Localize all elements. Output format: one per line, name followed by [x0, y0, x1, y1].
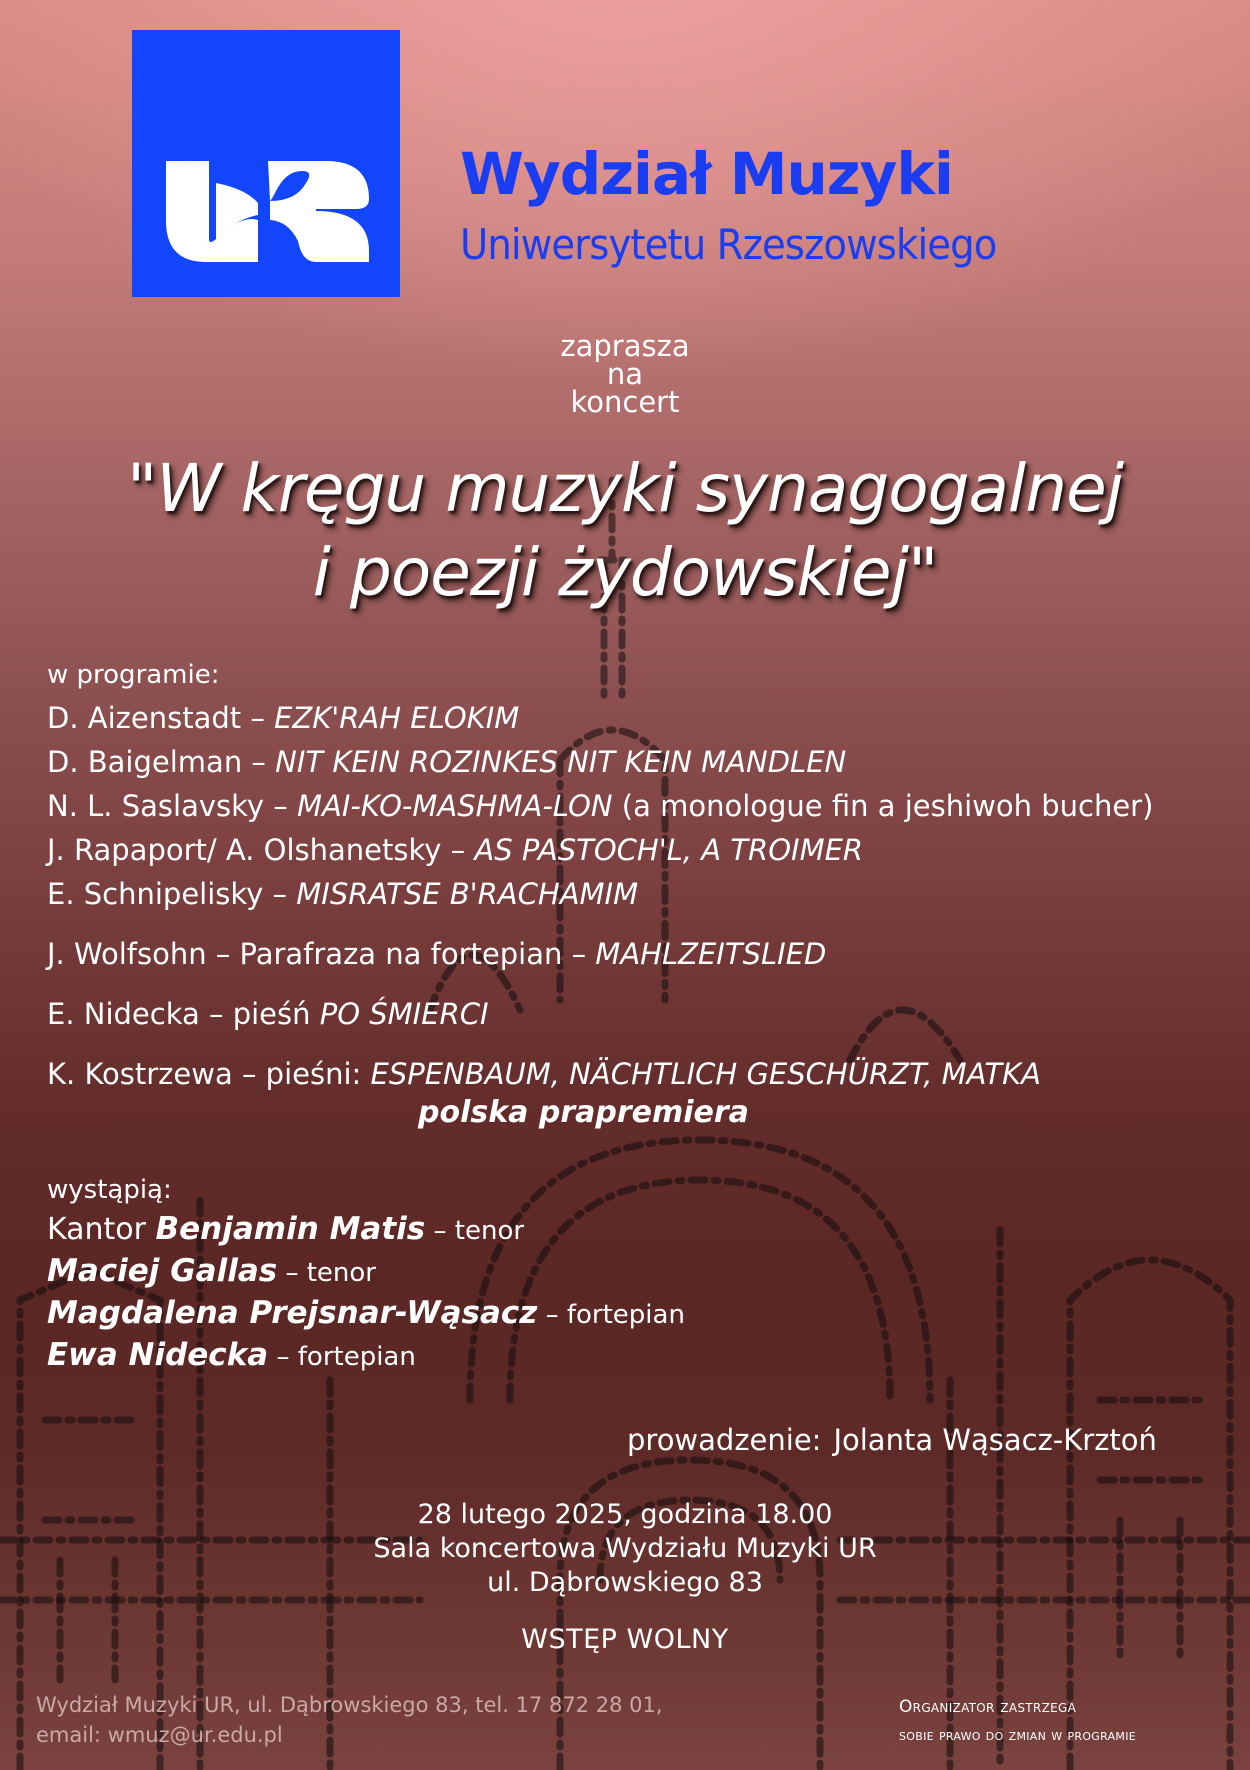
performer — [47, 1292, 685, 1334]
contact-info — [36, 1690, 663, 1750]
contact-address: Wydział Muzyki UR, ul. Dąbrowskiego 83, tel. 17 872 28 01, — [36, 1693, 663, 1717]
performers-label: wystąpią: — [47, 1175, 172, 1205]
performer — [47, 1208, 685, 1250]
host-label: prowadzenie: — [627, 1423, 822, 1457]
host-line — [627, 1423, 1157, 1457]
performer-prefix: Kantor — [47, 1212, 156, 1247]
composer: D. Aizenstadt – — [47, 701, 275, 735]
event-address: ul. Dąbrowskiego 83 — [487, 1567, 763, 1598]
program-item — [47, 784, 1153, 828]
performer-name: Ewa Nidecka — [47, 1337, 269, 1373]
program-item — [47, 696, 1153, 740]
work-title: EZK'RAH ELOKIM — [274, 701, 520, 735]
work-title: MAI-KO-MASHMA-LON — [296, 789, 613, 823]
work-title: PO ŚMIERCI — [319, 997, 489, 1031]
performer-role: – tenor — [277, 1258, 376, 1288]
work-title: MISRATSE B'RACHAMIM — [296, 877, 639, 911]
performer-name: Magdalena Prejsnar-Wąsacz — [47, 1295, 538, 1331]
event-datetime: 28 lutego 2025, godzina 18.00 — [417, 1499, 833, 1530]
free-entry-note: WSTĘP WOLNY — [521, 1624, 729, 1655]
program-section — [47, 660, 1153, 1096]
program-item — [47, 872, 1153, 916]
performer-role: – tenor — [425, 1216, 525, 1246]
invitation-text — [0, 329, 1250, 419]
composer: J. Wolfsohn – Parafraza na fortepian – — [47, 937, 596, 971]
performer-name: Maciej Gallas — [47, 1253, 278, 1289]
performer-role: – fortepian — [537, 1300, 685, 1330]
contact-email: email: wmuz@ur.edu.pl — [36, 1723, 283, 1747]
invite-line: na — [606, 357, 644, 391]
program-item — [47, 932, 1153, 976]
ur-logo-mark-icon — [166, 161, 369, 262]
program-item — [47, 1052, 1153, 1096]
composer: E. Nidecka – pieśń — [47, 997, 320, 1031]
faculty-subtitle: Uniwersytetu Rzeszowskiego — [460, 220, 997, 269]
work-title: AS PASTOCH'L, A TROIMER — [474, 833, 864, 867]
work-title: ESPENBAUM, NÄCHTLICH GESCHÜRZT, MATKA — [370, 1057, 1041, 1091]
invite-line: zaprasza — [560, 329, 690, 363]
program-change-disclaimer — [899, 1693, 1136, 1749]
event-venue: Sala koncertowa Wydziału Muzyki UR — [373, 1533, 877, 1564]
premiere-note: polska prapremiera — [418, 1095, 749, 1130]
performer-role: – fortepian — [268, 1342, 416, 1372]
disclaimer-line: Organizator zastrzega — [899, 1697, 1077, 1717]
program-item — [47, 992, 1153, 1036]
composer: N. L. Saslavsky – — [47, 789, 297, 823]
performer — [47, 1250, 685, 1292]
composer: D. Baigelman – — [47, 745, 276, 779]
work-title: NIT KEIN ROZINKES NIT KEIN MANDLEN — [275, 745, 847, 779]
invite-line: koncert — [570, 385, 680, 419]
program-item — [47, 828, 1153, 872]
host-name: Jolanta Wąsacz-Krztoń — [833, 1423, 1157, 1457]
concert-title-line: i poezji żydowskiej" — [312, 534, 938, 611]
composer: E. Schnipelisky – — [47, 877, 297, 911]
work-note: (a monologue fin a jeshiwoh bucher) — [612, 789, 1154, 823]
work-title: MAHLZEITSLIED — [595, 937, 827, 971]
composer: K. Kostrzewa – pieśni: — [47, 1057, 371, 1091]
performers-section — [47, 1172, 685, 1376]
university-logo — [132, 30, 400, 297]
composer: J. Rapaport/ A. Olshanetsky – — [47, 833, 475, 867]
concert-title — [0, 447, 1250, 615]
faculty-title: Wydział Muzyki — [460, 140, 953, 208]
program-item — [47, 740, 1153, 784]
performer-name: Benjamin Matis — [155, 1211, 426, 1247]
event-info — [0, 1498, 1250, 1600]
concert-title-line: "W kręgu muzyki synagogalnej — [126, 450, 1124, 527]
program-label: w programie: — [47, 660, 220, 690]
performer — [47, 1334, 685, 1376]
disclaimer-line: sobie prawo do zmian w programie — [899, 1726, 1137, 1744]
